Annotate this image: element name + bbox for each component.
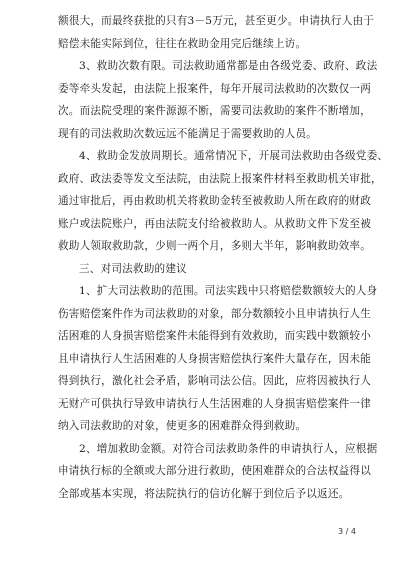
text-line: 2、增加救助金额。对符合司法救助条件的申请执行人，应根据: [79, 442, 378, 455]
text-line: 活困难的人身损害赔偿案件未能得到有效救助，而实践中数额较小: [58, 330, 372, 342]
page-number: 3 / 4: [338, 527, 356, 536]
text-line: 4、救助金发放周期长。通常情况下，开展司法救助由各级党委、: [79, 150, 389, 162]
text-line: 得到执行，激化社会矛盾，影响司法公信。因此，应将因被执行人: [58, 375, 372, 387]
text-line: 委等牵头发起，由法院上报案件，每年开展司法救助的次数仅一两: [58, 82, 372, 95]
text-line: 1、扩大司法救助的范围。司法实践中只将赔偿数额较大的人身: [79, 285, 378, 297]
text-line: 救助人领取救助款，少则一两个月，多则大半年，影响救助效率。: [58, 240, 372, 252]
text-line: 额很大，而最终获批的只有3－5万元，甚至更少。申请执行人由于: [58, 15, 375, 27]
text-line: 现有的司法救助次数远远不能满足于需要救助的人员。: [58, 127, 318, 140]
text-line: 全部或基本实现，将法院执行的信访化解于到位后予以返还。: [58, 487, 350, 500]
text-line: 伤害赔偿案件作为司法救助的对象，部分数额较小且申请执行人生: [58, 307, 372, 320]
section-heading: 三、对司法救助的建议: [79, 262, 187, 275]
text-line: 赔偿未能实际到位，往往在救助金用完后继续上访。: [58, 37, 307, 50]
text-line: 政府、政法委等发文至法院，由法院上报案件材料至救助机关审批，: [58, 172, 382, 185]
text-line: 申请执行标的全额或大部分进行救助，使困难群众的合法权益得以: [58, 465, 372, 477]
text-line: 且申请执行人生活困难的人身损害赔偿执行案件大量存在，因未能: [58, 352, 372, 365]
document-body: [58, 10, 389, 505]
text-line: 无财产可供执行导致申请执行人生活困难的人身损害赔偿案件一律: [58, 397, 372, 410]
text-line: 账户或法院账户，再由法院支付给被救助人。从救助文件下发至被: [58, 217, 372, 230]
text-line: 通过审批后，再由救助机关将救助金转至被救助人所在政府的财政: [58, 195, 372, 207]
text-line: 3、救助次数有限。司法救助通常都是由各级党委、政府、政法: [79, 60, 378, 72]
text-line: 次。而法院受理的案件源源不断，需要司法救助的案件不断增加，: [58, 105, 372, 117]
text-line: 纳入司法救助的对象，使更多的困难群众得到救助。: [58, 420, 307, 432]
